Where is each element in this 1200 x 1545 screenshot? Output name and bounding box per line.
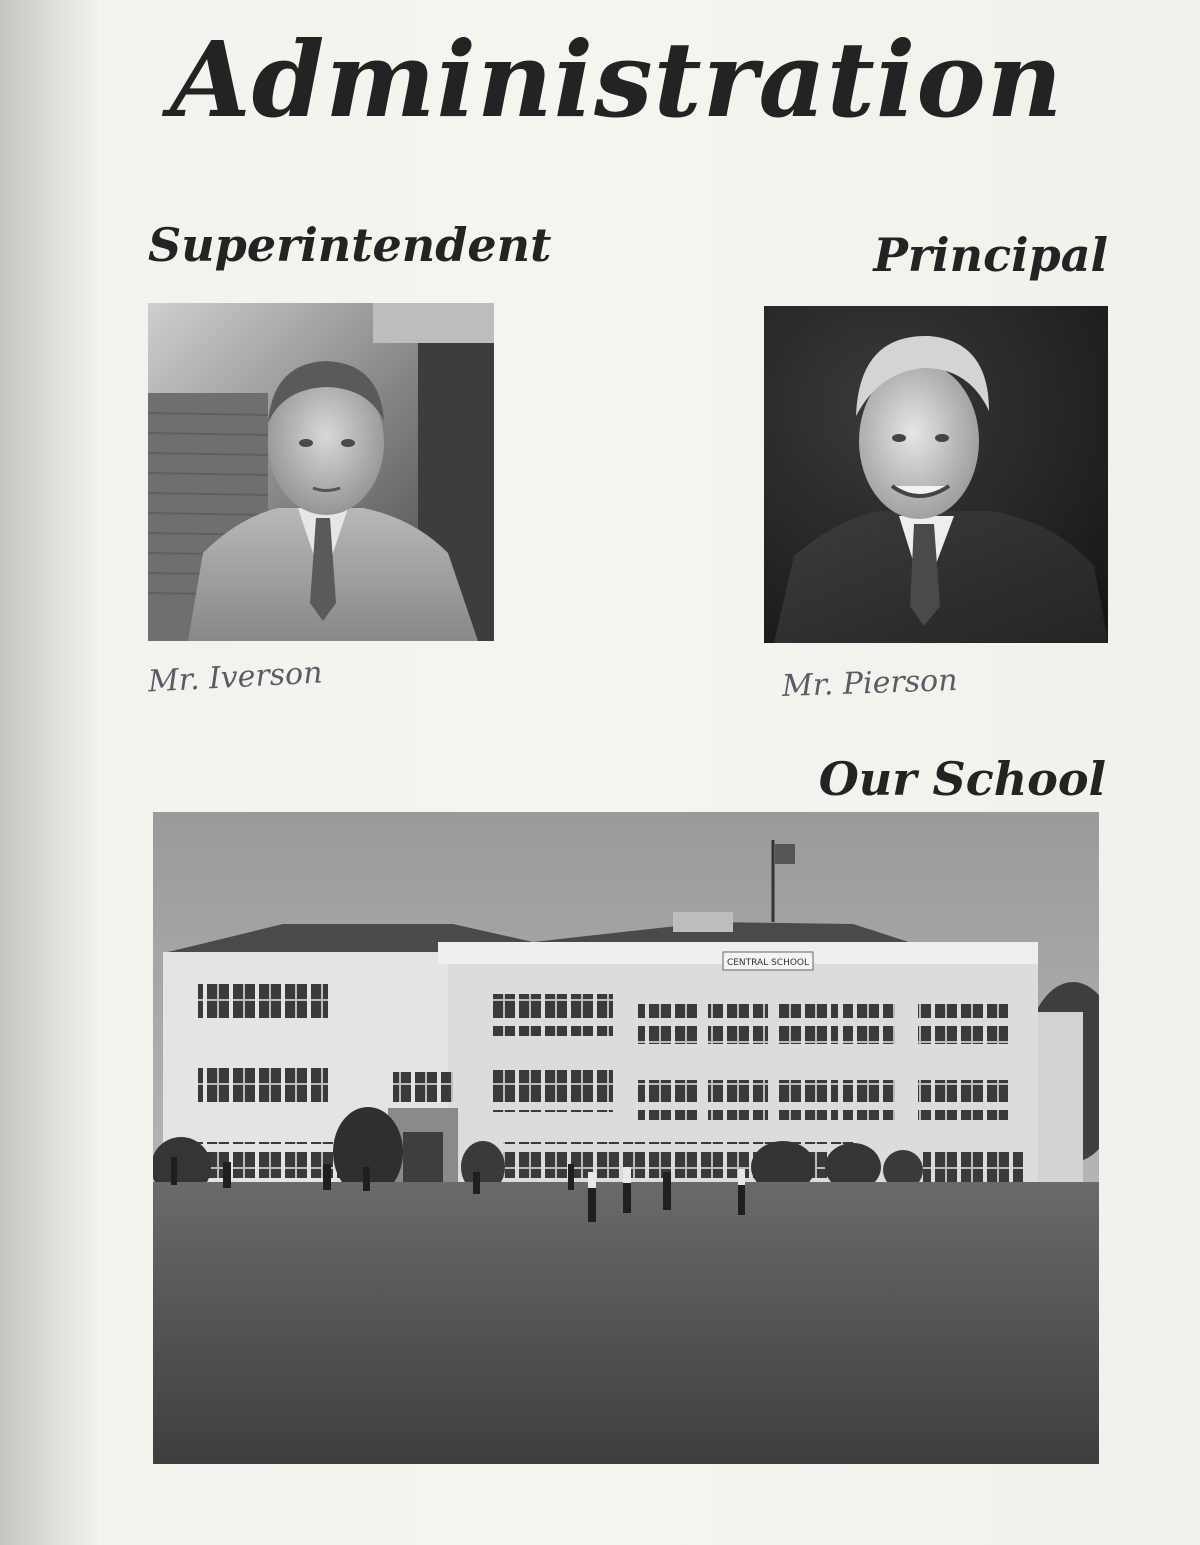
superintendent-heading: Superintendent bbox=[148, 218, 552, 272]
binding-gutter-shadow bbox=[0, 0, 100, 1545]
superintendent-photo bbox=[148, 303, 494, 641]
principal-photo bbox=[764, 306, 1108, 643]
principal-heading: Principal bbox=[873, 228, 1108, 282]
building-sign-text: CENTRAL SCHOOL bbox=[726, 958, 810, 968]
principal-signature: Mr. Pierson bbox=[781, 662, 959, 705]
page-title: Administration bbox=[170, 18, 1064, 141]
superintendent-signature: Mr. Iverson bbox=[147, 655, 324, 700]
school-building-photo bbox=[153, 812, 1099, 1464]
our-school-heading: Our School bbox=[818, 752, 1106, 806]
